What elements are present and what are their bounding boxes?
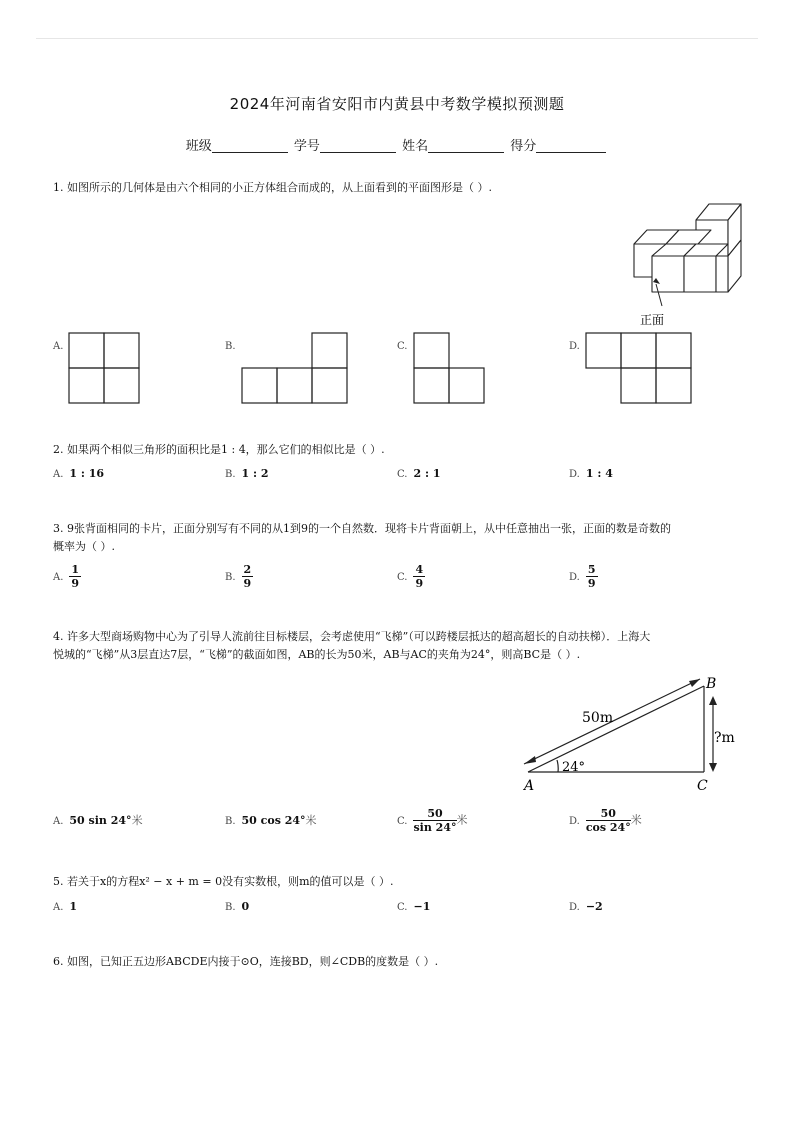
q4-option-d-unit: 米: [630, 813, 642, 827]
q1-option-a[interactable]: [53, 339, 69, 352]
q3-option-d-den: 9: [587, 577, 596, 590]
name-label: 姓名: [402, 139, 429, 154]
angle-label: 24°: [562, 760, 586, 775]
q4-option-c-letter: C.: [397, 815, 408, 827]
question-6-text: 6. 如图，已知正五边形ABCDE内接于⊙O，连接BD，则∠CDB的度数是（ ）.: [53, 955, 439, 968]
q3-option-d-letter: D.: [569, 571, 580, 583]
q3-option-b-num: 2: [243, 563, 252, 576]
top-divider: [36, 38, 758, 39]
q4-option-c-unit: 米: [456, 813, 468, 827]
q1-cube-figure: [626, 198, 756, 330]
angle-arc: [557, 760, 558, 772]
q2-option-b-letter: B.: [225, 469, 236, 480]
q1-option-d-letter: D.: [569, 341, 580, 352]
length-label: 50m: [582, 710, 614, 726]
q3-option-b-den: 9: [243, 577, 252, 590]
point-a-label: A: [524, 778, 535, 794]
q4-option-a-expr: 50 sin 24°: [69, 814, 132, 827]
q4-option-c-den: sin 24°: [413, 821, 457, 834]
point-c-label: C: [697, 778, 708, 794]
q4-option-a-unit: 米: [131, 814, 143, 827]
q4-option-d-fraction: [586, 807, 631, 834]
q1-option-b-figure[interactable]: [241, 332, 349, 404]
q1-option-d-figure[interactable]: [585, 332, 693, 404]
score-blank: [536, 139, 606, 153]
front-label: 正面: [640, 313, 665, 327]
q5-option-a[interactable]: [53, 900, 77, 913]
q4-escalator-figure: [520, 672, 742, 794]
q4-option-d-letter: D.: [569, 815, 580, 827]
q3-option-b-letter: B.: [225, 571, 236, 583]
q4-option-b[interactable]: [225, 812, 317, 828]
q4-option-a-letter: A.: [53, 816, 64, 827]
q4-option-b-letter: B.: [225, 816, 236, 827]
q4-option-c-num: 50: [413, 807, 456, 821]
q5-option-d[interactable]: [569, 900, 603, 913]
q2-option-d-value: 1 : 4: [585, 467, 613, 480]
question-4-text-line1: 4. 许多大型商场购物中心为了引导人流前往目标楼层，会考虑使用“飞梯”（可以跨楼层抵达的超高超长的自动扶梯）．上海大: [53, 630, 651, 643]
q2-option-b[interactable]: [225, 467, 269, 480]
ab-line: [528, 686, 704, 772]
question-3-text-line2: 概率为（ ）.: [53, 540, 115, 553]
height-arrow-bottom: [709, 763, 717, 772]
q3-option-c[interactable]: [397, 563, 425, 590]
q1-option-b[interactable]: [225, 339, 242, 352]
question-2-text: 2. 如果两个相似三角形的面积比是1 : 4，那么它们的相似比是（ ）.: [53, 443, 385, 456]
class-blank: [212, 139, 288, 153]
q3-option-b-fraction: [242, 563, 254, 590]
q1-option-c[interactable]: [397, 339, 413, 352]
q3-option-d-num: 5: [587, 563, 596, 576]
q3-option-a-num: 1: [71, 563, 80, 576]
q5-option-b-letter: B.: [225, 902, 236, 913]
q4-option-b-unit: 米: [305, 814, 317, 827]
q4-option-d-num: 50: [586, 807, 631, 821]
q4-option-a[interactable]: [53, 812, 143, 828]
q4-option-d[interactable]: [569, 807, 642, 834]
q3-option-c-letter: C.: [397, 571, 408, 583]
q3-option-d[interactable]: [569, 563, 598, 590]
question-5-text: 5. 若关于x的方程x² − x + m = 0没有实数根，则m的值可以是（ ）.: [53, 875, 394, 888]
q5-option-a-letter: A.: [53, 902, 64, 913]
q2-option-a-value: 1 : 16: [69, 467, 105, 480]
q2-option-c[interactable]: [397, 467, 441, 480]
question-4-text-line2: 悦城的“飞梯”从3层直达7层，“飞梯”的截面如图，AB的长为50米，AB与AC的夹角为24°，则高BC是（ ）.: [53, 648, 581, 661]
q5-option-a-value: 1: [69, 900, 78, 913]
q3-option-c-fraction: [413, 563, 425, 590]
q3-option-b[interactable]: [225, 563, 253, 590]
q1-option-d[interactable]: [569, 339, 586, 352]
q2-option-a-letter: A.: [53, 469, 64, 480]
q5-option-d-value: −2: [585, 900, 603, 913]
q3-option-a[interactable]: [53, 563, 81, 590]
q1-option-c-figure[interactable]: [413, 332, 485, 404]
q1-option-c-letter: C.: [397, 341, 408, 352]
q5-option-c[interactable]: [397, 900, 430, 913]
q5-option-b[interactable]: [225, 900, 249, 913]
q5-option-c-letter: C.: [397, 902, 408, 913]
q2-option-a[interactable]: [53, 467, 104, 480]
score-label: 得分: [510, 139, 537, 154]
q1-option-a-figure[interactable]: [68, 332, 140, 404]
q3-option-d-fraction: [586, 563, 598, 590]
q2-option-c-letter: C.: [397, 469, 408, 480]
q2-option-d[interactable]: [569, 467, 613, 480]
q2-option-d-letter: D.: [569, 469, 580, 480]
q5-option-c-value: −1: [413, 900, 431, 913]
arrow-head-b: [689, 679, 700, 687]
q3-option-c-num: 4: [415, 563, 424, 576]
q5-option-d-letter: D.: [569, 902, 580, 913]
q4-option-d-den: cos 24°: [585, 821, 631, 834]
height-label: ?m: [714, 730, 735, 746]
id-blank: [320, 139, 396, 153]
arrow-head-a: [524, 756, 536, 764]
point-b-label: B: [706, 676, 717, 692]
q4-option-b-expr: 50 cos 24°: [241, 814, 306, 827]
id-label: 学号: [293, 139, 320, 154]
q5-option-b-value: 0: [241, 900, 250, 913]
q4-option-c-fraction: [413, 807, 456, 834]
q3-option-a-letter: A.: [53, 571, 64, 583]
question-1-text: 1. 如图所示的几何体是由六个相同的小正方体组合而成的，从上面看到的平面图形是（ ）.: [53, 181, 492, 194]
q2-option-b-value: 1 : 2: [241, 467, 269, 480]
q3-option-a-fraction: [69, 563, 81, 590]
class-label: 班级: [185, 139, 212, 154]
name-blank: [428, 139, 504, 153]
question-3-text-line1: 3. 9张背面相同的卡片，正面分别写有不同的从1到9的一个自然数．现将卡片背面朝上，从中任意抽出一张，正面的数是奇数的: [53, 522, 671, 535]
q4-option-c[interactable]: [397, 807, 468, 834]
q2-option-c-value: 2 : 1: [413, 467, 441, 480]
height-arrow-top: [709, 696, 717, 705]
page-title: 2024年河南省安阳市内黄县中考数学模拟预测题: [229, 95, 565, 113]
q1-option-a-letter: A.: [53, 341, 64, 352]
student-info-line: [0, 135, 794, 154]
q1-option-b-letter: B.: [225, 341, 236, 352]
q3-option-a-den: 9: [71, 577, 80, 590]
q3-option-c-den: 9: [415, 577, 424, 590]
